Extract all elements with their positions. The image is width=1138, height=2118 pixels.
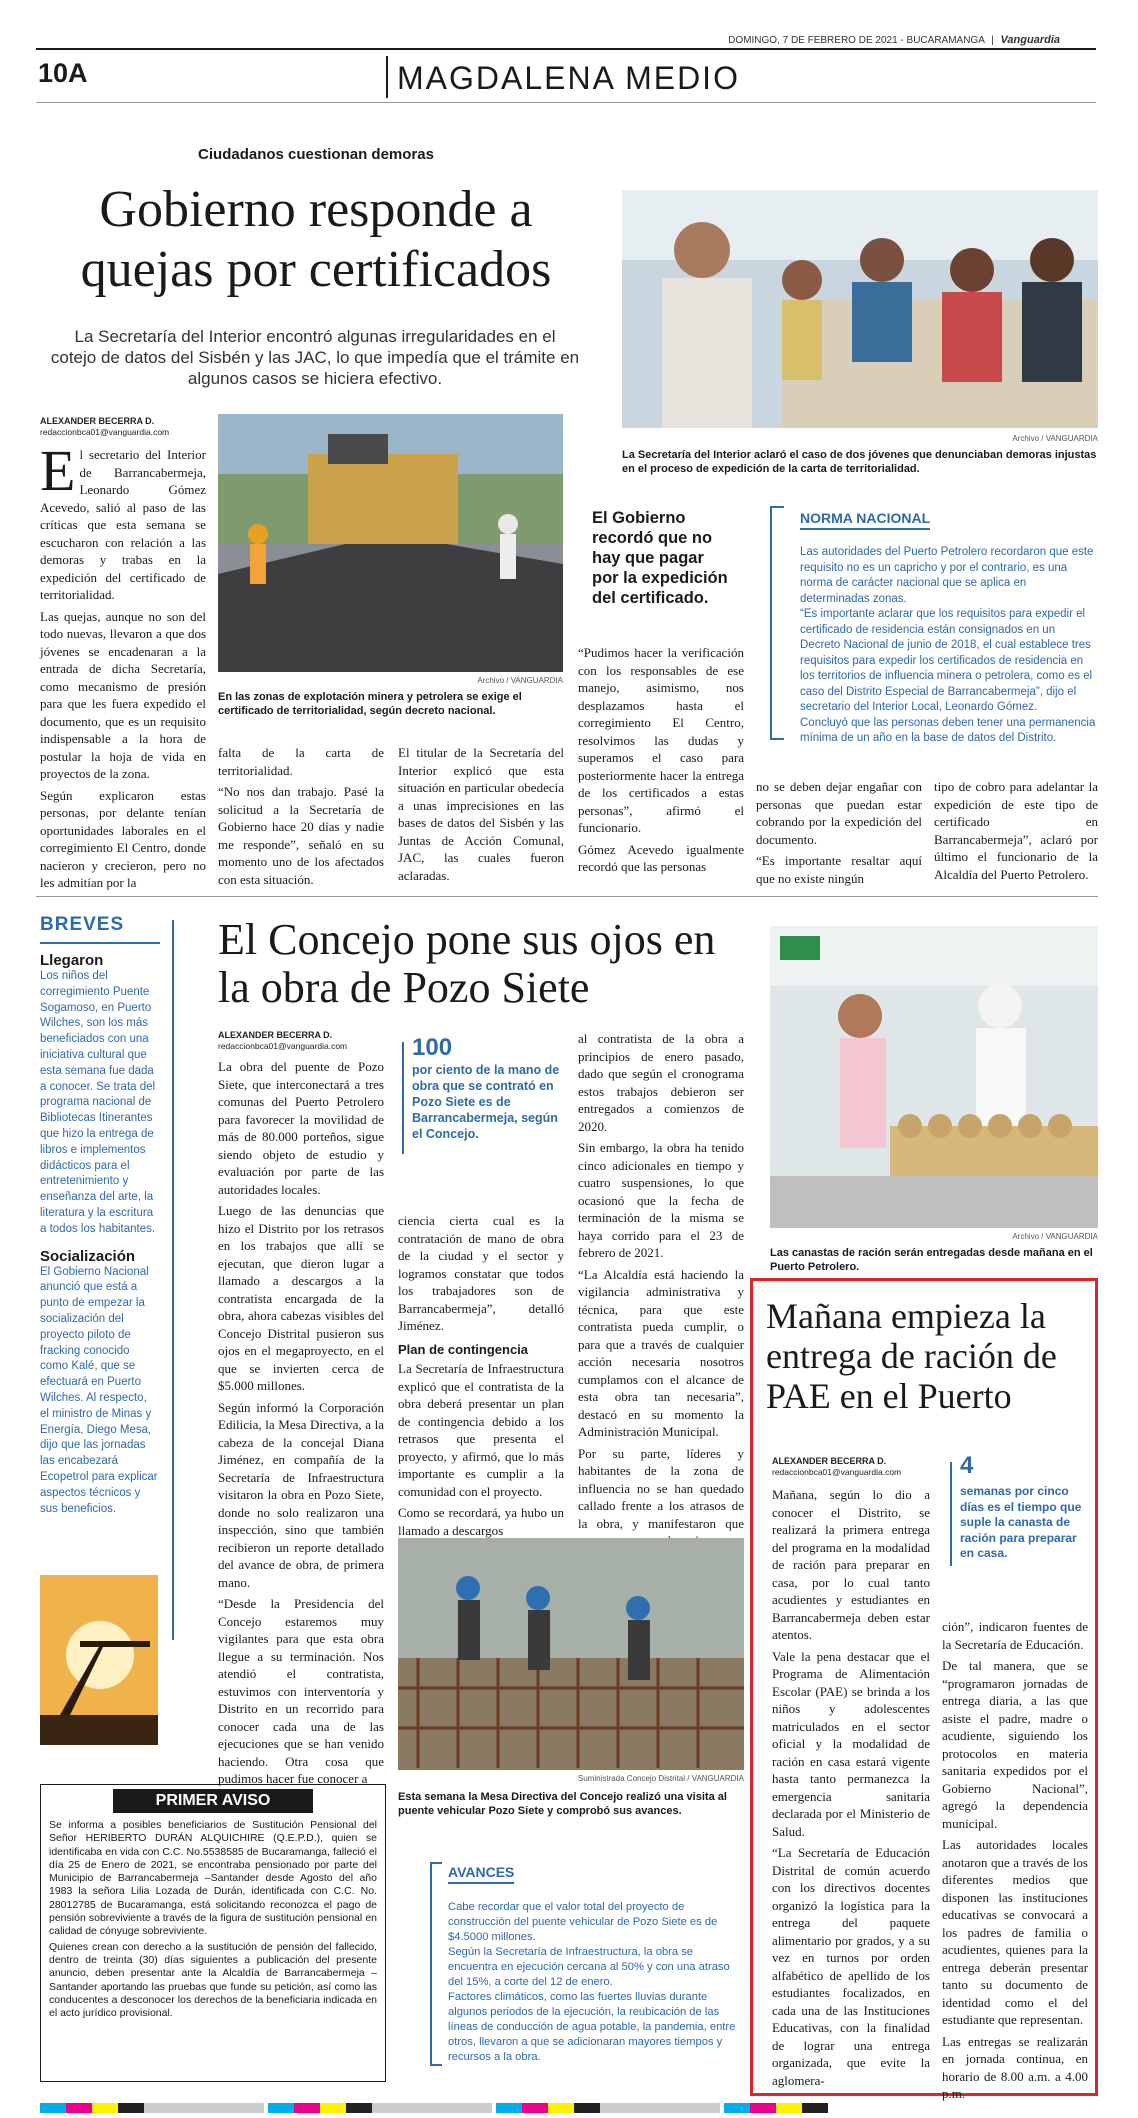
dateline-text: DOMINGO, 7 DE FEBRERO DE 2021 - BUCARAMANGA <box>728 35 985 46</box>
article1-pullquote: El Gobierno recordó que no hay que pagar por la expedición del certificado. <box>592 509 728 607</box>
norma-title: NORMA NACIONAL <box>800 510 930 530</box>
road-paving-illustration <box>218 414 563 672</box>
page-number: 10A <box>38 58 88 88</box>
header-divider <box>386 56 388 98</box>
certificates-office-photo <box>622 190 1098 428</box>
article3-byline-name: ALEXANDER BECERRA D. <box>772 1456 887 1466</box>
pae-photo-caption: Las canastas de ración serán entregadas desde mañana en el Puerto Petrolero. <box>770 1247 1093 1273</box>
article2-byline-name: ALEXANDER BECERRA D. <box>218 1030 333 1040</box>
breve-heading-socializacion: Socialización <box>40 1247 136 1265</box>
article2-byline-email: redaccionbca01@vanguardia.com <box>218 1041 348 1051</box>
article1-kicker: Ciudadanos cuestionan demoras <box>198 146 434 163</box>
article2-col3: al contratista de la obra a principios de enero pasado, dado que según el cronograma estos trabajos debieron ser entregados a comienzos de 2020. Sin embargo, la obra ha tenido cinco adicionales en tiempo y cuatro suspensiones, lo que ocasionó que la fecha de terminación de la misma se haya corrido para el 23 de febrero de 2021. “La Alcaldía está haciendo la vigilancia administrativa y técnica, para que este contratista pueda cumplir, o para que a través de cualquier acción necesaria nosotros cumplamos con el alcance de esta obra tan necesaria”, destacó en su momento la Administración Municipal. Por su parte, líderes y habitantes de la zona de influencia no se han quedado callado frente a los atrasos de la obra, y manifestaron que <box>578 1031 744 1531</box>
oil-pump-photo <box>40 1575 158 1745</box>
avances-title: AVANCES <box>448 1864 514 1884</box>
article1-col6: tipo de cobro para adelantar la expedición de este tipo de certificado en Barrancabermeja”, aclaró por último el funcionario de la Alcaldía del Puerto Petrolero. <box>934 779 1098 882</box>
primer-aviso-text2: Quienes crean con derecho a la sustitución de pensión del fallecido, dentro de treinta (30) días siguientes a publicación del presente anuncio, deben presentar ante la Alcaldía de Barrancabermeja –Santander aportando las pruebas que funde su petición, así como las conducentes a desconocer los derechos de la beneficiaria indicada en el acto jurídico provisional. <box>49 1940 377 2020</box>
breve-text-socializacion: El Gobierno Nacional anunció que está a punto de empezar la socialización del proyecto piloto de fracking conocido como Kalé, que se efectuará en Puerto Wilches. Al respecto, el ministro de Minas y Energía, Diego Mesa, dijo que las jornadas las encabezará Ecopetrol para explicar aspectos técnicos y sus beneficios. <box>40 1265 158 1515</box>
office-crowd-illustration <box>622 190 1098 428</box>
article1-col3: El titular de la Secretaría del Interior explicó que esta situación en particular obedecía a unas imprecisiones en las bases de datos del Sisbén y las Juntas de Acción Comunal, JAC, las cuales fueron aclaradas. <box>398 745 564 883</box>
byline-name: ALEXANDER BECERRA D. <box>40 416 155 426</box>
food-baskets-illustration <box>770 926 1098 1228</box>
print-color-bar <box>40 2100 1098 2110</box>
article1-col2: falta de la carta de territorialidad. “No nos dan trabajo. Pasé la solicitud a la Secretaría de Gobierno hace 20 días y nadie me responde”, señaló en su momento uno de los afectados con esta situación. <box>218 745 384 887</box>
breves-title: BREVES <box>40 914 125 935</box>
section-title: MAGDALENA MEDIO <box>397 60 740 96</box>
breve-text-llegaron: Los niños del corregimiento Puente Sogamoso, en Puerto Wilches, son los más beneficiados con una iniciativa cultural que esta semana fue dada a conocer. Se trata del programa nacional de Bibliotecas Itinerantes que hizo la entrega de libros e implementos didácticos para el entretenimiento y enseñanza del arte, la literatura y la escritura a todos los habitantes. <box>40 970 156 1235</box>
norma-text <box>800 545 1098 747</box>
article2-headline: El Concejo pone sus ojos en la obra de Pozo Siete <box>218 915 716 1012</box>
article3-stat-bracket <box>950 1462 958 1566</box>
avances-bracket <box>430 1862 442 2066</box>
bridge-workers-illustration <box>398 1538 744 1770</box>
main-photo-caption: La Secretaría del Interior aclaró el caso de dos jóvenes que denunciaban demoras injustas en el proceso de expedición de la carta de territorialidad. <box>622 449 1097 475</box>
article2-stat-bracket <box>402 1042 410 1154</box>
primer-aviso-text: Se informa a posibles beneficiarios de Sustitución Pensional del Señor HERIBERTO DURÁN ALQUICHIRE (Q.E.P.D.), quien se identificaba en vida con C.C. No.5538585 de Bucaramanga, falleció el día 25 de Enero de 2021, se encontraba pensionado por parte del Municipio de Barrancabermeja –Santander desde Agosto del año 1983 la señora Lilia Lozada de Durán, identificada con C.C. No. 28012785 de Bucaramanga, está solicitando reconozca el pago de pensión sobreviviente a través de la figura de sustitución pensional en calidad de cónyuge sobreviviente. <box>49 1819 377 1938</box>
breves-bracket <box>162 920 174 1640</box>
road-photo-caption: En las zonas de explotación minera y petrolera se exige el certificado de territorialidad, según decreto nacional. <box>218 691 522 717</box>
article3-byline <box>772 1456 952 1478</box>
norma-p2: “Es importante aclarar que los requisitos para expedir el certificado de residencia están consignados en un Decreto Nacional de junio de 2018, el cual establece tres requisitos para expedir los certificados de residencia en los territorios de influencia minera o petrolera, como es el caso del Distrito Especial de Barrancabermeja”, dijo el secretario del Interior Local, Leonardo Gómez. <box>800 608 1093 713</box>
pae-food-delivery-photo <box>770 926 1098 1228</box>
norma-bracket <box>770 506 784 740</box>
article3-stat-number: 4 <box>960 1452 974 1479</box>
article2-byline <box>218 1030 398 1052</box>
article1-col1 <box>40 438 206 890</box>
plan-contingencia-subhead: Plan de contingencia <box>398 1341 529 1357</box>
primer-aviso-box <box>40 1784 386 2082</box>
norma-p1: Las autoridades del Puerto Petrolero recordaron que este requisito no es un capricho y por el contrario, es una norma de carácter nacional que se aplica en determinadas zonas. <box>800 546 1094 605</box>
norma-p3: Concluyó que las personas deben tener una permanencia mínima de un año en la base de datos del Distrito. <box>800 716 1096 744</box>
header-top-rule <box>36 48 1096 50</box>
article1-col4: “Pudimos hacer la verificación con los responsables de ese manejo, asimismo, nos desplazamos hasta el corregimiento El Centro, resolvimos las dudas y superamos el caso para posteriormente hacer la entrega de los certificados a estas personas”, afirmó el funcionario. Gómez Acevedo igualmente recordó que las personas <box>578 645 744 874</box>
article3-byline-email: redaccionbca01@vanguardia.com <box>772 1467 902 1477</box>
article1-headline: Gobierno responde a quejas por certificados <box>80 181 552 298</box>
article2-col2: ciencia cierta cual es la contratación de mano de obra de la ciudad y el sector y logramos constatar que todos los trabajadores son de Barrancabermeja”, detalló Jiménez. Plan de contingencia La Secretaría de Infraestructura explicó que el contratista de la obra deberá presentar un plan de contingencia debido a los retrasos que presenta el proyecto, y afirmó, que lo más importante es cumplir a la comunidad con el proyecto. Como se recordará, ya hubo un llamado a descargos <box>398 1213 564 1538</box>
bridge-photo-credit: Suministrada Concejo Distrital / VANGUARDIA <box>577 1774 744 1783</box>
bridge-construction-photo <box>398 1538 744 1770</box>
breves-rule <box>40 942 160 944</box>
road-photo-credit: Archivo / VANGUARDIA <box>477 676 563 685</box>
bridge-photo-caption: Esta semana la Mesa Directiva del Concejo realizó una visita al puente vehicular Pozo Siete y comprobó sus avances. <box>398 1791 727 1817</box>
avances-text: Cabe recordar que el valor total del proyecto de construcción del puente vehicular de Pozo Siete es de $4.5000 millones. Según la Secretaría de Infraestructura, la obra se encuentra en ejecución cercana al 50% y con una atraso del 15%, a corte del 12 de enero. Factores climáticos, como las fuertes lluvias durante algunos periodos de la ejecución, la reubicación de las líneas de conducción de agua potable, la pandemia, entre otros, llevaron a que se adicionaran mayores tiempos y recursos a la obra. <box>448 1901 736 2063</box>
article3-stat-text: semanas por cinco días es el tiempo que suple la canasta de ración para preparar en casa. <box>960 1484 1082 1560</box>
dateline: DOMINGO, 7 DE FEBRERO DE 2021 - BUCARAMANGA | Vanguardia <box>728 34 1060 46</box>
header-bottom-rule <box>36 102 1096 103</box>
article1-col1-p2: Las quejas, aunque no son del todo nuevas, llevaron a que dos jóvenes se encadenaran a la entrada de dicha Secretaría, como mecanismo de presión para que les fuera expedido el documento, que es un requisito indispensable a la hora de postular la hoja de vida en proyectos de la zona. <box>40 608 206 781</box>
byline-email: redaccionbca01@vanguardia.com <box>40 427 170 437</box>
article1-col1-p1: El secretario del Interior de Barrancabermeja, Leonardo Gómez Acevedo, salió al paso de las críticas que esta semana se escucharon con relación a las demoras y trabas en la expedición del certificado de territorialidad. <box>40 438 206 602</box>
article1-byline <box>40 416 220 438</box>
pae-photo-credit: Archivo / VANGUARDIA <box>1012 1232 1098 1241</box>
article1-deck: La Secretaría del Interior encontró algunas irregularidades en el cotejo de datos del Sisbén y las JAC, lo que impedía que el trámite en algunos casos se hiciera efectivo. <box>50 327 580 388</box>
article3-headline: Mañana empieza la entrega de ración de PAE en el Puerto <box>766 1296 1057 1416</box>
brand-logo: Vanguardia <box>1000 34 1060 46</box>
article3-col1: Mañana, según lo dio a conocer el Distrito, se realizará la primera entrega del programa en la modalidad de ración para preparar en casa, por lo cual tanto acudientes y estudiantes en Barrancabermeja deben estar atentos. Vale la pena destacar que el Programa de Alimentación Escolar (PAE) se brinda a los niños y adolescentes matriculados en el sector oficial y la modalidad de ración en casa estará vigente hasta tanto permanezca la emergencia sanitaria declarada por el Ministerio de Salud. “La Secretaría de Educación Distrital de común acuerdo con los directivos docentes organizó la logística para la entrega del paquete alimentario por grados, y a su vez en turnos por orden alfabético de apellido de los estudiantes focalizados, en cada una de las Instituciones Educativas, con la finalidad de lograr una entrega organizada, que evite la aglomera- <box>772 1487 930 2088</box>
article2-stat-number: 100 <box>412 1034 453 1061</box>
dropcap: E <box>40 438 76 503</box>
main-photo-credit: Archivo / VANGUARDIA <box>1012 434 1098 443</box>
oil-pump-silhouette <box>40 1575 158 1745</box>
article2-stat-text: por ciento de la mano de obra que se contrató en Pozo Siete es de Barrancabermeja, según el Concejo. <box>412 1063 560 1141</box>
article1-col5: no se deben dejar engañar con personas que puedan estar cobrando por la expedición del documento. “Es importante resaltar aquí que no existe ningún <box>756 779 922 886</box>
breve-heading-llegaron: Llegaron <box>40 952 104 969</box>
road-paving-photo <box>218 414 563 672</box>
section-divider <box>36 896 1098 897</box>
primer-aviso-title: PRIMER AVISO <box>113 1789 313 1813</box>
breves-column <box>40 948 158 1517</box>
article2-col1: La obra del puente de Pozo Siete, que interconectará a tres comunas del Puerto Petrolero para favorecer la movilidad de más de 80.000 porteños, sigue siendo objeto de estudio y evaluación por parte de las autoridades locales. Luego de las denuncias que hizo el Distrito por los retrasos en los trabajos que allí se ejecutan, que dieron lugar a llamado a descargos a la contratista encargada de la obra, ahora cabezas visibles del Concejo Distrital pusieron sus ojos en el megaproyecto, en el que se invierten cerca de $5.000 millones. Según informó la Corporación Edilicia, la Mesa Directiva, a la cabeza de la concejal Diana Jiménez, en compañía de la Secretaría de Infraestructura visitaron la obra en Pozo Siete, donde no solo realizaron una inspección, sino que también recibieron un reporte detallado del avance de obra, de primera mano. “Desde la Presidencia del Concejo estaremos muy vigilantes para que esta obra llegue a su terminación. Nos atendió el contratista, estuvimos con interventoría y Distrito en un recorrido para conocer cada una de las ejecuciones que se han venido haciendo. Otra cosa que pudimos hacer fue conocer a <box>218 1059 384 1786</box>
article3-col2: ción”, indicaron fuentes de la Secretaría de Educación. De tal manera, que se “programaron jornadas de entrega diaria, a las que asiste el padre, madre o acudiente, siguiendo los protocolos en materia sanitaria expedidos por el Gobierno Nacional”, agregó la dependencia municipal. Las autoridades locales anotaron que a través de los diferentes medios que disponen las instituciones educativas se convocará a los padres de familia o acudientes, quienes para la entrega deberán presentar tanto su documento de identidad como el del estudiante que representan. Las entregas se realizarán en jornada continua, en horario de 8.00 a.m. a 4.00 p.m. <box>942 1619 1088 2101</box>
article1-col1-p3: Según explicaron estas personas, por delante tenían oportunidades laborales en el corregimiento El Centro, donde nacieron y crecieron, pero no les admitían por la <box>40 787 206 890</box>
